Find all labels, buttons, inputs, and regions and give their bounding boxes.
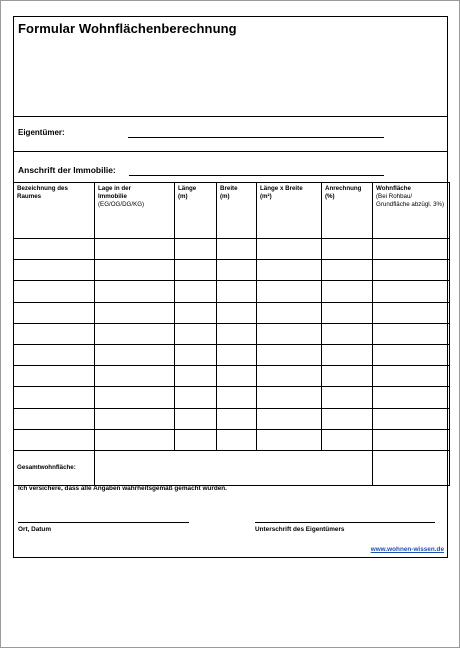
table-cell[interactable] bbox=[373, 408, 450, 429]
address-field-line[interactable] bbox=[129, 175, 384, 176]
table-cell[interactable] bbox=[373, 260, 450, 281]
table-cell[interactable] bbox=[322, 429, 373, 450]
table-cell[interactable] bbox=[95, 408, 175, 429]
table-row bbox=[14, 429, 450, 450]
table-row bbox=[14, 239, 450, 260]
table-cell[interactable] bbox=[95, 239, 175, 260]
table-cell[interactable] bbox=[257, 344, 322, 365]
total-area-label: Gesamtwohnfläche: bbox=[14, 450, 95, 485]
address-section bbox=[14, 151, 447, 183]
table-cell[interactable] bbox=[322, 323, 373, 344]
table-cell[interactable] bbox=[373, 239, 450, 260]
column-header-living-area: Wohnfläche (Bei Rohbau/ Grundfläche abzügl. 3%) bbox=[373, 183, 450, 239]
table-cell[interactable] bbox=[373, 387, 450, 408]
table-cell[interactable] bbox=[257, 323, 322, 344]
table-cell[interactable] bbox=[175, 323, 217, 344]
table-cell[interactable] bbox=[95, 344, 175, 365]
table-cell[interactable] bbox=[95, 366, 175, 387]
table-row bbox=[14, 344, 450, 365]
table-cell[interactable] bbox=[175, 281, 217, 302]
title-section bbox=[14, 17, 447, 117]
assurance-statement: Ich versichere, dass alle Angaben wahrheitsgemäß gemacht wurden. bbox=[18, 485, 227, 492]
table-cell[interactable] bbox=[217, 408, 257, 429]
table-cell[interactable] bbox=[322, 408, 373, 429]
table-cell[interactable] bbox=[257, 387, 322, 408]
table-cell[interactable] bbox=[322, 239, 373, 260]
total-area-spacer bbox=[95, 450, 373, 485]
address-label: Anschrift der Immobilie: bbox=[18, 165, 116, 175]
column-header-allowance: Anrechnung (%) bbox=[322, 183, 373, 239]
table-row bbox=[14, 408, 450, 429]
table-cell[interactable] bbox=[14, 387, 95, 408]
table-cell[interactable] bbox=[257, 281, 322, 302]
table-cell[interactable] bbox=[322, 302, 373, 323]
table-cell[interactable] bbox=[95, 323, 175, 344]
table-cell[interactable] bbox=[14, 429, 95, 450]
table-cell[interactable] bbox=[217, 281, 257, 302]
table-header-row bbox=[14, 183, 450, 239]
table-cell[interactable] bbox=[175, 239, 217, 260]
table-row bbox=[14, 281, 450, 302]
table-cell[interactable] bbox=[217, 429, 257, 450]
table-cell[interactable] bbox=[257, 408, 322, 429]
table-cell[interactable] bbox=[175, 408, 217, 429]
owner-signature-label: Unterschrift des Eigentümers bbox=[255, 526, 345, 533]
place-date-field-line[interactable] bbox=[18, 522, 189, 523]
column-header-area: Länge x Breite (m²) bbox=[257, 183, 322, 239]
table-cell[interactable] bbox=[373, 429, 450, 450]
table-cell[interactable] bbox=[257, 302, 322, 323]
table-cell[interactable] bbox=[175, 366, 217, 387]
table-cell[interactable] bbox=[217, 323, 257, 344]
table-cell[interactable] bbox=[175, 302, 217, 323]
column-header-width: Breite (m) bbox=[217, 183, 257, 239]
column-header-room-name: Bezeichnung des Raumes bbox=[14, 183, 95, 239]
table-cell[interactable] bbox=[217, 387, 257, 408]
table-cell[interactable] bbox=[14, 366, 95, 387]
table-cell[interactable] bbox=[257, 366, 322, 387]
table-cell[interactable] bbox=[14, 281, 95, 302]
table-cell[interactable] bbox=[175, 387, 217, 408]
table-cell[interactable] bbox=[373, 323, 450, 344]
table-cell[interactable] bbox=[14, 323, 95, 344]
table-cell[interactable] bbox=[217, 344, 257, 365]
table-cell[interactable] bbox=[217, 302, 257, 323]
table-cell[interactable] bbox=[257, 239, 322, 260]
signature-section bbox=[14, 482, 447, 558]
owner-signature-field-line[interactable] bbox=[255, 522, 435, 523]
owner-section bbox=[14, 116, 447, 152]
table-cell[interactable] bbox=[14, 239, 95, 260]
website-link[interactable]: www.wohnen-wissen.de bbox=[370, 546, 444, 553]
table-cell[interactable] bbox=[257, 429, 322, 450]
place-date-label: Ort, Datum bbox=[18, 526, 52, 533]
table-cell[interactable] bbox=[95, 387, 175, 408]
table-cell[interactable] bbox=[322, 387, 373, 408]
owner-field-line[interactable] bbox=[128, 137, 384, 138]
column-header-location: Lage in der Immobilie (EG/OG/DG/KG) bbox=[95, 183, 175, 239]
table-cell[interactable] bbox=[95, 281, 175, 302]
owner-label: Eigentümer: bbox=[18, 128, 65, 137]
table-row bbox=[14, 387, 450, 408]
table-cell[interactable] bbox=[217, 260, 257, 281]
total-area-value-cell[interactable] bbox=[373, 450, 450, 485]
table-cell[interactable] bbox=[95, 302, 175, 323]
table-cell[interactable] bbox=[175, 429, 217, 450]
table-cell[interactable] bbox=[14, 408, 95, 429]
table-row bbox=[14, 260, 450, 281]
table-cell[interactable] bbox=[175, 344, 217, 365]
table-cell[interactable] bbox=[14, 302, 95, 323]
table-cell[interactable] bbox=[322, 281, 373, 302]
table-cell[interactable] bbox=[373, 302, 450, 323]
table-cell[interactable] bbox=[257, 260, 322, 281]
form-title: Formular Wohnflächenberechnung bbox=[18, 21, 237, 36]
table-cell[interactable] bbox=[373, 366, 450, 387]
table-cell[interactable] bbox=[217, 366, 257, 387]
table-cell[interactable] bbox=[175, 260, 217, 281]
total-row bbox=[14, 450, 450, 485]
table-cell[interactable] bbox=[95, 260, 175, 281]
table-row bbox=[14, 366, 450, 387]
table-cell[interactable] bbox=[322, 366, 373, 387]
table-cell[interactable] bbox=[322, 260, 373, 281]
area-calculation-form bbox=[13, 16, 448, 558]
table-cell[interactable] bbox=[217, 239, 257, 260]
table-cell[interactable] bbox=[95, 429, 175, 450]
table-row bbox=[14, 323, 450, 344]
table-cell[interactable] bbox=[373, 344, 450, 365]
table-cell[interactable] bbox=[14, 344, 95, 365]
table-cell[interactable] bbox=[373, 281, 450, 302]
table-row bbox=[14, 302, 450, 323]
table-cell[interactable] bbox=[322, 344, 373, 365]
column-header-length: Länge (m) bbox=[175, 183, 217, 239]
rooms-table bbox=[13, 182, 450, 486]
table-cell[interactable] bbox=[14, 260, 95, 281]
